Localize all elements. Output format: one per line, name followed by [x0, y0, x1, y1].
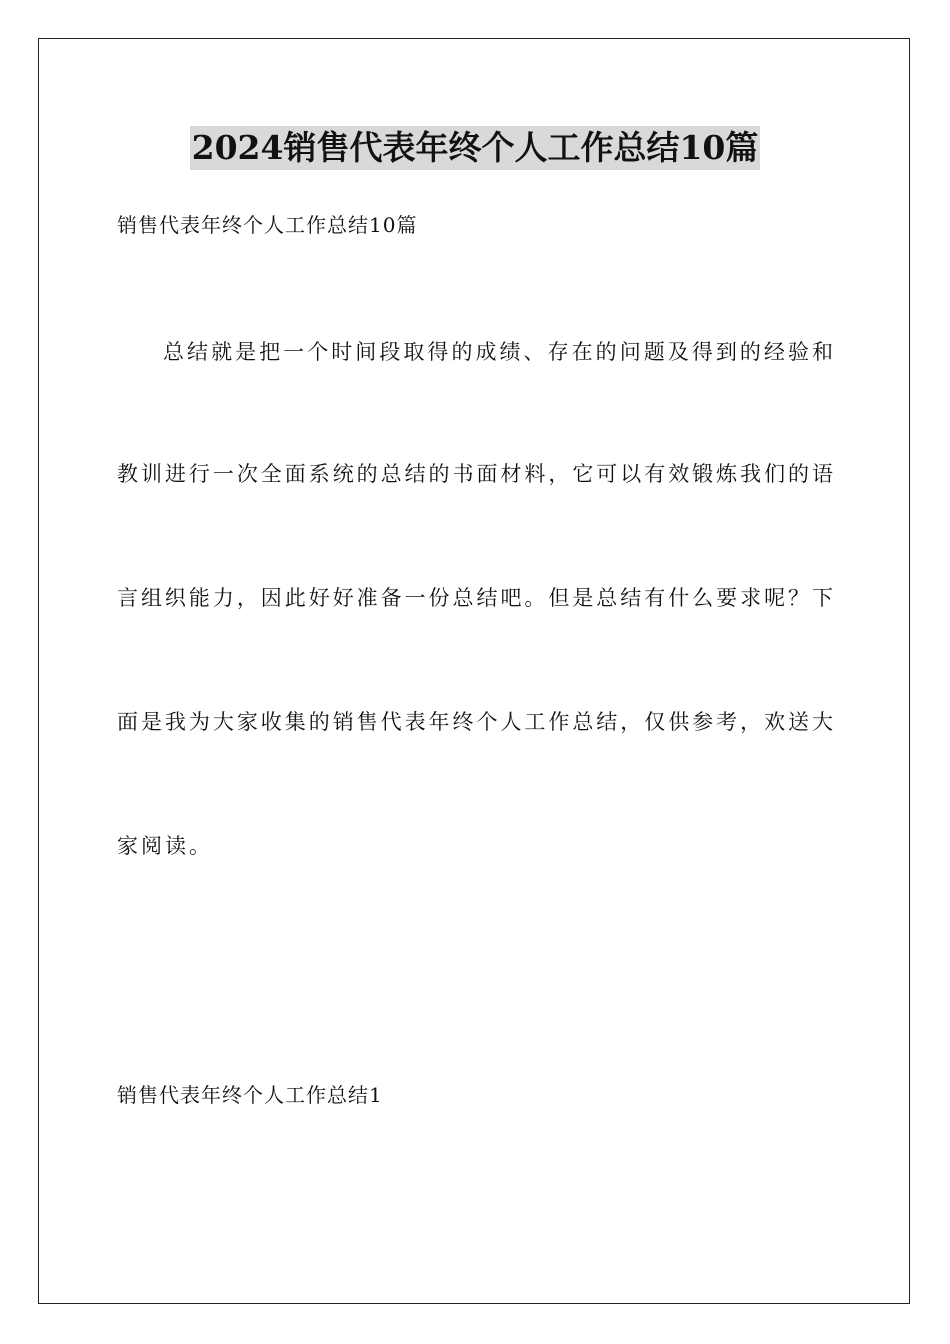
document-title-text: 2024销售代表年终个人工作总结10篇	[190, 126, 761, 170]
section-heading: 销售代表年终个人工作总结1	[117, 1083, 383, 1107]
intro-line-4: 面是我为大家收集的销售代表年终个人工作总结，仅供参考，欢送大	[117, 710, 833, 734]
document-title	[0, 126, 950, 170]
intro-line-2: 教训进行一次全面系统的总结的书面材料，它可以有效锻炼我们的语	[117, 462, 833, 486]
intro-line-1: 总结就是把一个时间段取得的成绩、存在的问题及得到的经验和	[163, 340, 833, 364]
intro-line-3: 言组织能力，因此好好准备一份总结吧。但是总结有什么要求呢？下	[117, 586, 833, 610]
document-subtitle: 销售代表年终个人工作总结10篇	[117, 213, 418, 237]
intro-line-5: 家阅读。	[117, 834, 213, 858]
